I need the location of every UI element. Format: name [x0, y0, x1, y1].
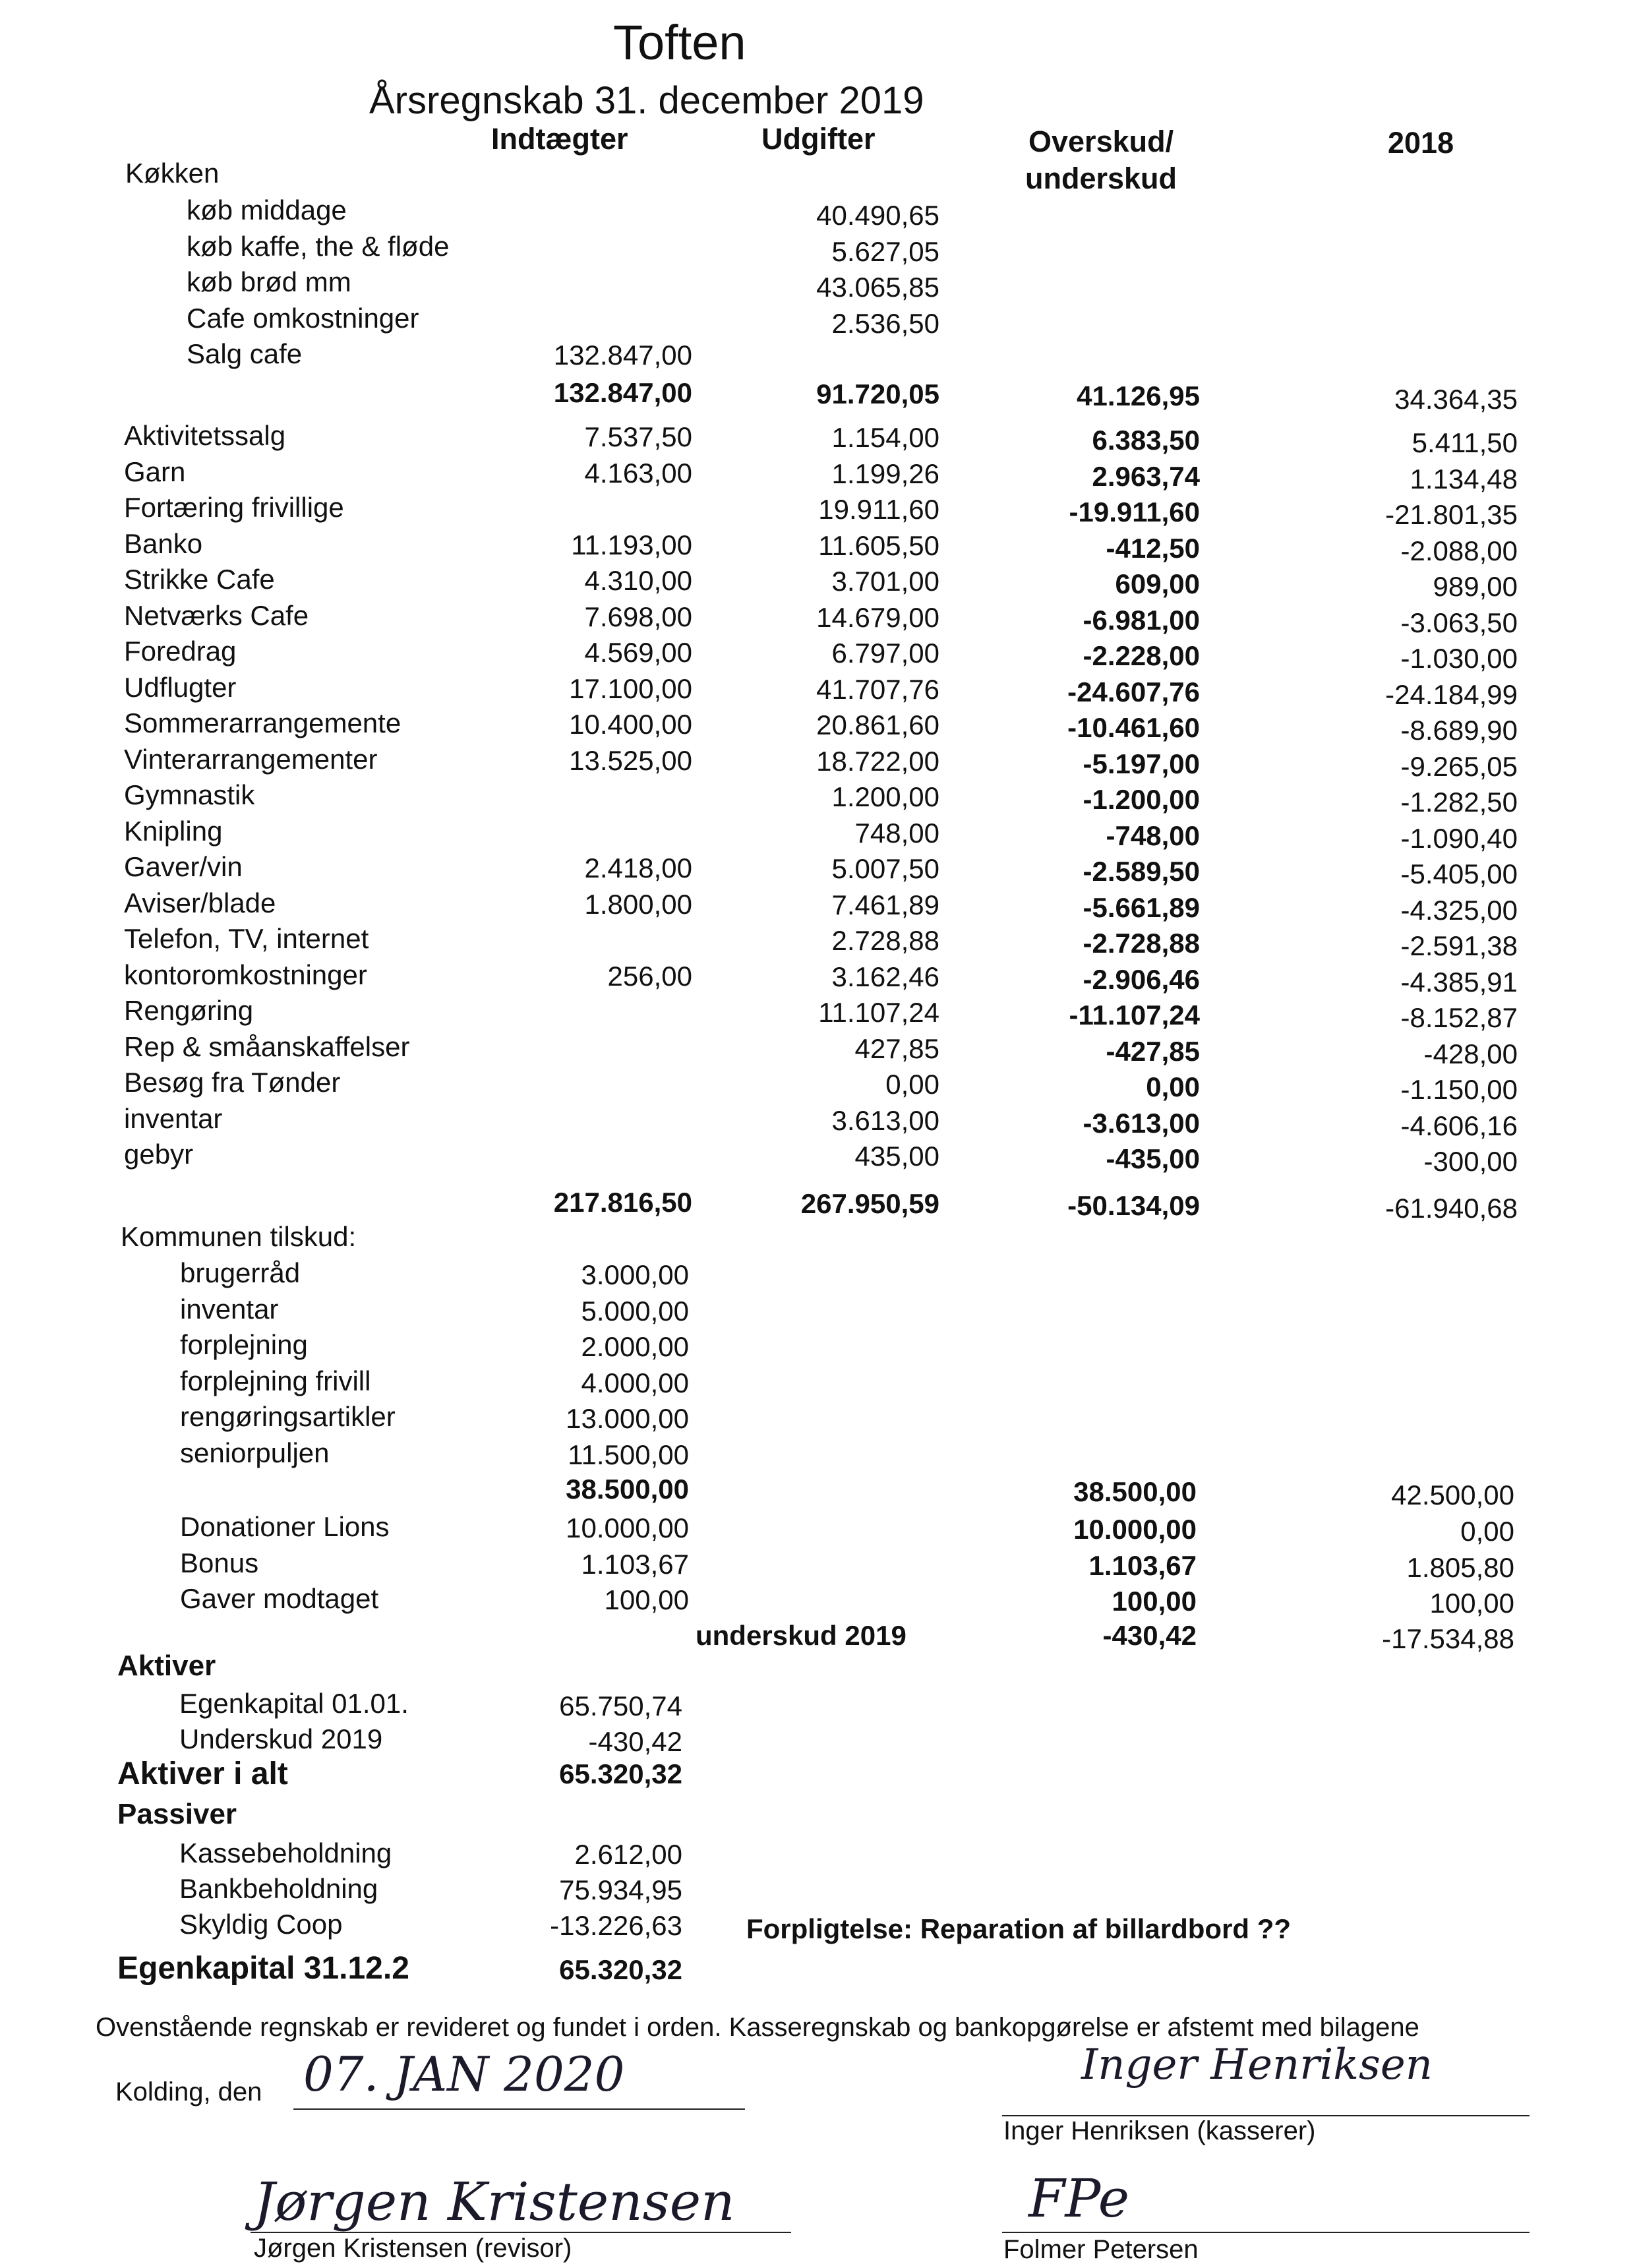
activity-surplus: -5.197,00 [1083, 748, 1200, 779]
kitchen-total-surplus: 41.126,95 [1077, 380, 1200, 411]
date-line [293, 2108, 745, 2110]
activity-expense: 2.728,88 [831, 925, 939, 956]
activity-prev: -4.325,00 [1400, 894, 1518, 926]
other-line [1002, 2232, 1530, 2233]
activity-expense: 1.200,00 [831, 781, 939, 812]
activity-expense: 3.162,46 [831, 961, 939, 992]
activity-surplus: -412,50 [1106, 532, 1200, 564]
section-title-municipal: Kommunen tilskud: [121, 1221, 357, 1252]
activity-surplus: -2.906,46 [1083, 963, 1200, 995]
kitchen-item-expense: 40.490,65 [816, 200, 939, 231]
activity-expense: 19.911,60 [818, 494, 939, 525]
other-income-label: Bonus [180, 1547, 259, 1578]
section-title-kitchen: Køkken [125, 158, 220, 189]
asset-value: 65.750,74 [559, 1690, 682, 1721]
other-name: Folmer Petersen [1003, 2235, 1199, 2264]
activity-label: Strikke Cafe [124, 564, 275, 595]
result-surplus: -430,42 [1102, 1620, 1197, 1651]
activity-expense: 18.722,00 [816, 745, 939, 777]
activity-prev: -9.265,05 [1400, 750, 1518, 782]
activity-prev: -21.801,35 [1385, 499, 1518, 530]
activity-expense: 11.605,50 [818, 529, 939, 561]
activity-label: Netværks Cafe [124, 599, 309, 631]
activity-label: gebyr [124, 1139, 194, 1170]
activity-surplus: -5.661,89 [1083, 891, 1200, 923]
activity-surplus: -435,00 [1106, 1143, 1200, 1174]
kitchen-item-label: køb middage [187, 194, 347, 225]
activity-expense: 435,00 [854, 1141, 939, 1172]
kitchen-total-prev: 34.364,35 [1394, 384, 1518, 415]
activity-total-income: 217.816,50 [553, 1187, 692, 1218]
equity-total-value: 65.320,32 [559, 1954, 682, 1985]
municipal-item-label: rengøringsartikler [180, 1401, 396, 1432]
activity-label: Banko [124, 527, 203, 559]
other-income-label: Gaver modtaget [180, 1583, 379, 1614]
activity-label: Vinterarrangementer [124, 743, 378, 775]
activity-surplus: -24.607,76 [1067, 676, 1200, 707]
header-prev-year: 2018 [1388, 126, 1454, 160]
municipal-item-income: 2.000,00 [581, 1331, 689, 1362]
activity-expense: 427,85 [854, 1032, 939, 1064]
activity-label: Udflugter [124, 671, 237, 703]
activity-expense: 7.461,89 [831, 889, 939, 920]
activity-prev: -2.591,38 [1400, 930, 1518, 961]
kitchen-item-label: Salg cafe [187, 338, 303, 369]
municipal-total-surplus: 38.500,00 [1073, 1476, 1197, 1507]
municipal-item-income: 3.000,00 [581, 1259, 689, 1290]
activity-income: 7.698,00 [584, 601, 692, 632]
activity-income: 1.800,00 [584, 888, 692, 920]
liability-label: Bankbeholdning [179, 1873, 378, 1904]
kitchen-total-income: 132.847,00 [553, 377, 692, 408]
other-signature: FPe [1028, 2168, 1130, 2229]
liability-value: -13.226,63 [550, 1910, 682, 1941]
assets-total-label: Aktiver i alt [117, 1756, 288, 1791]
other-income-surplus: 100,00 [1112, 1586, 1197, 1617]
municipal-item-label: inventar [180, 1293, 279, 1325]
activity-expense: 0,00 [885, 1069, 939, 1100]
activity-prev: -1.282,50 [1400, 787, 1518, 818]
activity-label: inventar [124, 1102, 223, 1134]
result-prev: -17.534,88 [1382, 1623, 1514, 1654]
auditor-line [251, 2232, 791, 2233]
other-income-surplus: 1.103,67 [1088, 1549, 1197, 1581]
activity-surplus: 6.383,50 [1092, 425, 1200, 456]
activity-income: 4.310,00 [584, 565, 692, 596]
asset-value: -430,42 [588, 1726, 682, 1757]
activity-label: Telefon, TV, internet [124, 923, 369, 954]
liability-value: 75.934,95 [559, 1874, 682, 1905]
activity-label: Rep & småanskaffelser [124, 1030, 410, 1062]
activity-surplus: -1.200,00 [1083, 784, 1200, 815]
activity-surplus: -2.228,00 [1083, 640, 1200, 671]
kitchen-item-expense: 43.065,85 [816, 272, 939, 303]
activity-expense: 1.199,26 [831, 458, 939, 489]
municipal-item-income: 5.000,00 [581, 1295, 689, 1327]
municipal-item-income: 13.000,00 [566, 1403, 689, 1434]
header-income: Indtægter [491, 122, 628, 156]
municipal-item-label: brugerråd [180, 1257, 301, 1288]
activity-prev: -1.150,00 [1400, 1074, 1518, 1105]
activity-expense: 3.613,00 [831, 1104, 939, 1136]
activity-prev: -3.063,50 [1400, 607, 1518, 638]
activity-label: Besøg fra Tønder [124, 1067, 341, 1098]
activity-expense: 6.797,00 [831, 638, 939, 669]
other-income-income: 10.000,00 [566, 1512, 689, 1543]
assets-total-value: 65.320,32 [559, 1758, 682, 1789]
activity-expense: 20.861,60 [816, 709, 939, 740]
activity-income: 17.100,00 [569, 672, 692, 704]
audit-statement: Ovenstående regnskab er revideret og fundet i orden. Kasseregnskab og bankopgørelse er afstemt med bilagene [96, 2013, 1419, 2042]
kitchen-item-label: køb kaffe, the & fløde [187, 230, 450, 262]
activity-income: 256,00 [607, 960, 692, 992]
municipal-item-label: forplejning [180, 1329, 308, 1360]
activity-surplus: -19.911,60 [1069, 496, 1200, 527]
result-label: underskud 2019 [696, 1620, 907, 1651]
liability-label: Skyldig Coop [179, 1909, 343, 1940]
activity-surplus: 0,00 [1146, 1071, 1200, 1102]
activity-prev: -4.606,16 [1400, 1110, 1518, 1141]
auditor-signature: Jørgen Kristensen [254, 2171, 735, 2232]
activity-expense: 5.007,50 [831, 853, 939, 884]
activity-expense: 1.154,00 [831, 422, 939, 453]
header-surplus-line2: underskud [1025, 162, 1177, 195]
municipal-item-income: 11.500,00 [568, 1439, 689, 1470]
other-income-income: 100,00 [604, 1584, 689, 1615]
other-income-label: Donationer Lions [180, 1511, 390, 1542]
activity-income: 4.569,00 [584, 637, 692, 668]
activity-label: Gymnastik [124, 779, 255, 810]
activity-surplus: -11.107,24 [1069, 1000, 1200, 1030]
kitchen-item-label: Cafe omkostninger [187, 302, 419, 334]
activity-surplus: -10.461,60 [1067, 712, 1200, 743]
activity-label: Foredrag [124, 636, 237, 667]
activity-surplus: -6.981,00 [1083, 604, 1200, 636]
activity-income: 4.163,00 [584, 457, 692, 489]
place-label: Kolding, den [115, 2077, 262, 2106]
activity-prev: -5.405,00 [1400, 858, 1518, 889]
activity-surplus: -427,85 [1106, 1035, 1200, 1067]
page-subtitle: Årsregnskab 31. december 2019 [369, 79, 924, 122]
activity-income: 13.525,00 [569, 744, 692, 776]
activity-surplus: -2.589,50 [1083, 856, 1200, 887]
activity-expense: 3.701,00 [831, 566, 939, 597]
kitchen-item-income: 132.847,00 [553, 340, 692, 371]
asset-label: Underskud 2019 [179, 1723, 383, 1754]
date-handwritten: 07. JAN 2020 [303, 2046, 625, 2102]
activity-prev: -2.088,00 [1400, 535, 1518, 566]
activity-prev: -4.385,91 [1400, 966, 1518, 998]
activity-income: 10.400,00 [569, 709, 692, 740]
activity-label: Aviser/blade [124, 887, 276, 918]
activity-surplus: 609,00 [1115, 568, 1200, 599]
other-income-prev: 1.805,80 [1406, 1551, 1514, 1583]
activity-total-surplus: -50.134,09 [1067, 1190, 1200, 1221]
municipal-item-label: seniorpuljen [180, 1437, 330, 1468]
kitchen-item-expense: 5.627,05 [831, 235, 939, 267]
municipal-total-income: 38.500,00 [566, 1474, 689, 1505]
activity-surplus: -2.728,88 [1083, 928, 1200, 959]
activity-total-prev: -61.940,68 [1385, 1193, 1518, 1224]
municipal-item-income: 4.000,00 [581, 1367, 689, 1398]
activity-label: kontoromkostninger [124, 959, 367, 990]
activity-expense: 41.707,76 [816, 673, 939, 705]
activity-prev: 1.134,48 [1410, 463, 1518, 494]
kitchen-total-expense: 91.720,05 [816, 378, 939, 409]
activity-prev: -24.184,99 [1385, 678, 1518, 710]
other-income-prev: 0,00 [1460, 1516, 1514, 1547]
header-surplus-line1: Overskud/ [1028, 125, 1174, 158]
kitchen-item-label: køb brød mm [187, 266, 351, 297]
cashier-name: Inger Henriksen (kasserer) [1003, 2116, 1316, 2145]
section-title-liabilities: Passiver [117, 1798, 237, 1830]
activity-prev: 5.411,50 [1412, 427, 1518, 458]
activity-prev: -428,00 [1423, 1038, 1518, 1069]
activity-label: Aktivitetssalg [124, 420, 286, 451]
activity-total-expense: 267.950,59 [800, 1188, 939, 1219]
liability-label: Kassebeholdning [179, 1837, 392, 1868]
kitchen-item-expense: 2.536,50 [831, 307, 939, 339]
header-expense: Udgifter [761, 122, 876, 156]
activity-label: Fortæring frivillige [124, 492, 344, 523]
obligation-note: Forpligtelse: Reparation af billardbord ?? [746, 1913, 1292, 1944]
asset-label: Egenkapital 01.01. [179, 1688, 409, 1719]
activity-label: Sommerarrangemente [124, 707, 401, 738]
activity-income: 7.537,50 [584, 421, 692, 452]
activity-prev: -300,00 [1423, 1146, 1518, 1177]
activity-expense: 11.107,24 [818, 997, 939, 1028]
activity-label: Knipling [124, 815, 223, 847]
activity-label: Rengøring [124, 995, 254, 1026]
section-title-assets: Aktiver [117, 1650, 216, 1682]
activity-label: Garn [124, 456, 186, 487]
other-income-prev: 100,00 [1429, 1588, 1514, 1619]
activity-prev: 989,00 [1433, 571, 1518, 602]
municipal-item-label: forplejning frivill [180, 1365, 371, 1396]
auditor-name: Jørgen Kristensen (revisor) [254, 2234, 572, 2263]
activity-income: 11.193,00 [571, 529, 692, 560]
activity-prev: -8.152,87 [1400, 1002, 1518, 1033]
page-title: Toften [613, 15, 746, 70]
liability-value: 2.612,00 [574, 1839, 682, 1870]
activity-prev: -1.030,00 [1400, 643, 1518, 674]
other-income-surplus: 10.000,00 [1073, 1514, 1197, 1545]
equity-total-label: Egenkapital 31.12.2 [117, 1951, 409, 1986]
activity-prev: -1.090,40 [1400, 822, 1518, 854]
activity-expense: 14.679,00 [816, 601, 939, 633]
activity-surplus: 2.963,74 [1092, 460, 1200, 492]
municipal-total-prev: 42.500,00 [1391, 1479, 1514, 1510]
activity-prev: -8.689,90 [1400, 715, 1518, 746]
other-income-income: 1.103,67 [581, 1548, 689, 1580]
activity-surplus: -748,00 [1106, 820, 1200, 851]
activity-income: 2.418,00 [584, 852, 692, 883]
cashier-signature: Inger Henriksen [1081, 2041, 1433, 2089]
activity-expense: 748,00 [854, 817, 939, 849]
activity-label: Gaver/vin [124, 851, 243, 882]
activity-surplus: -3.613,00 [1083, 1107, 1200, 1139]
